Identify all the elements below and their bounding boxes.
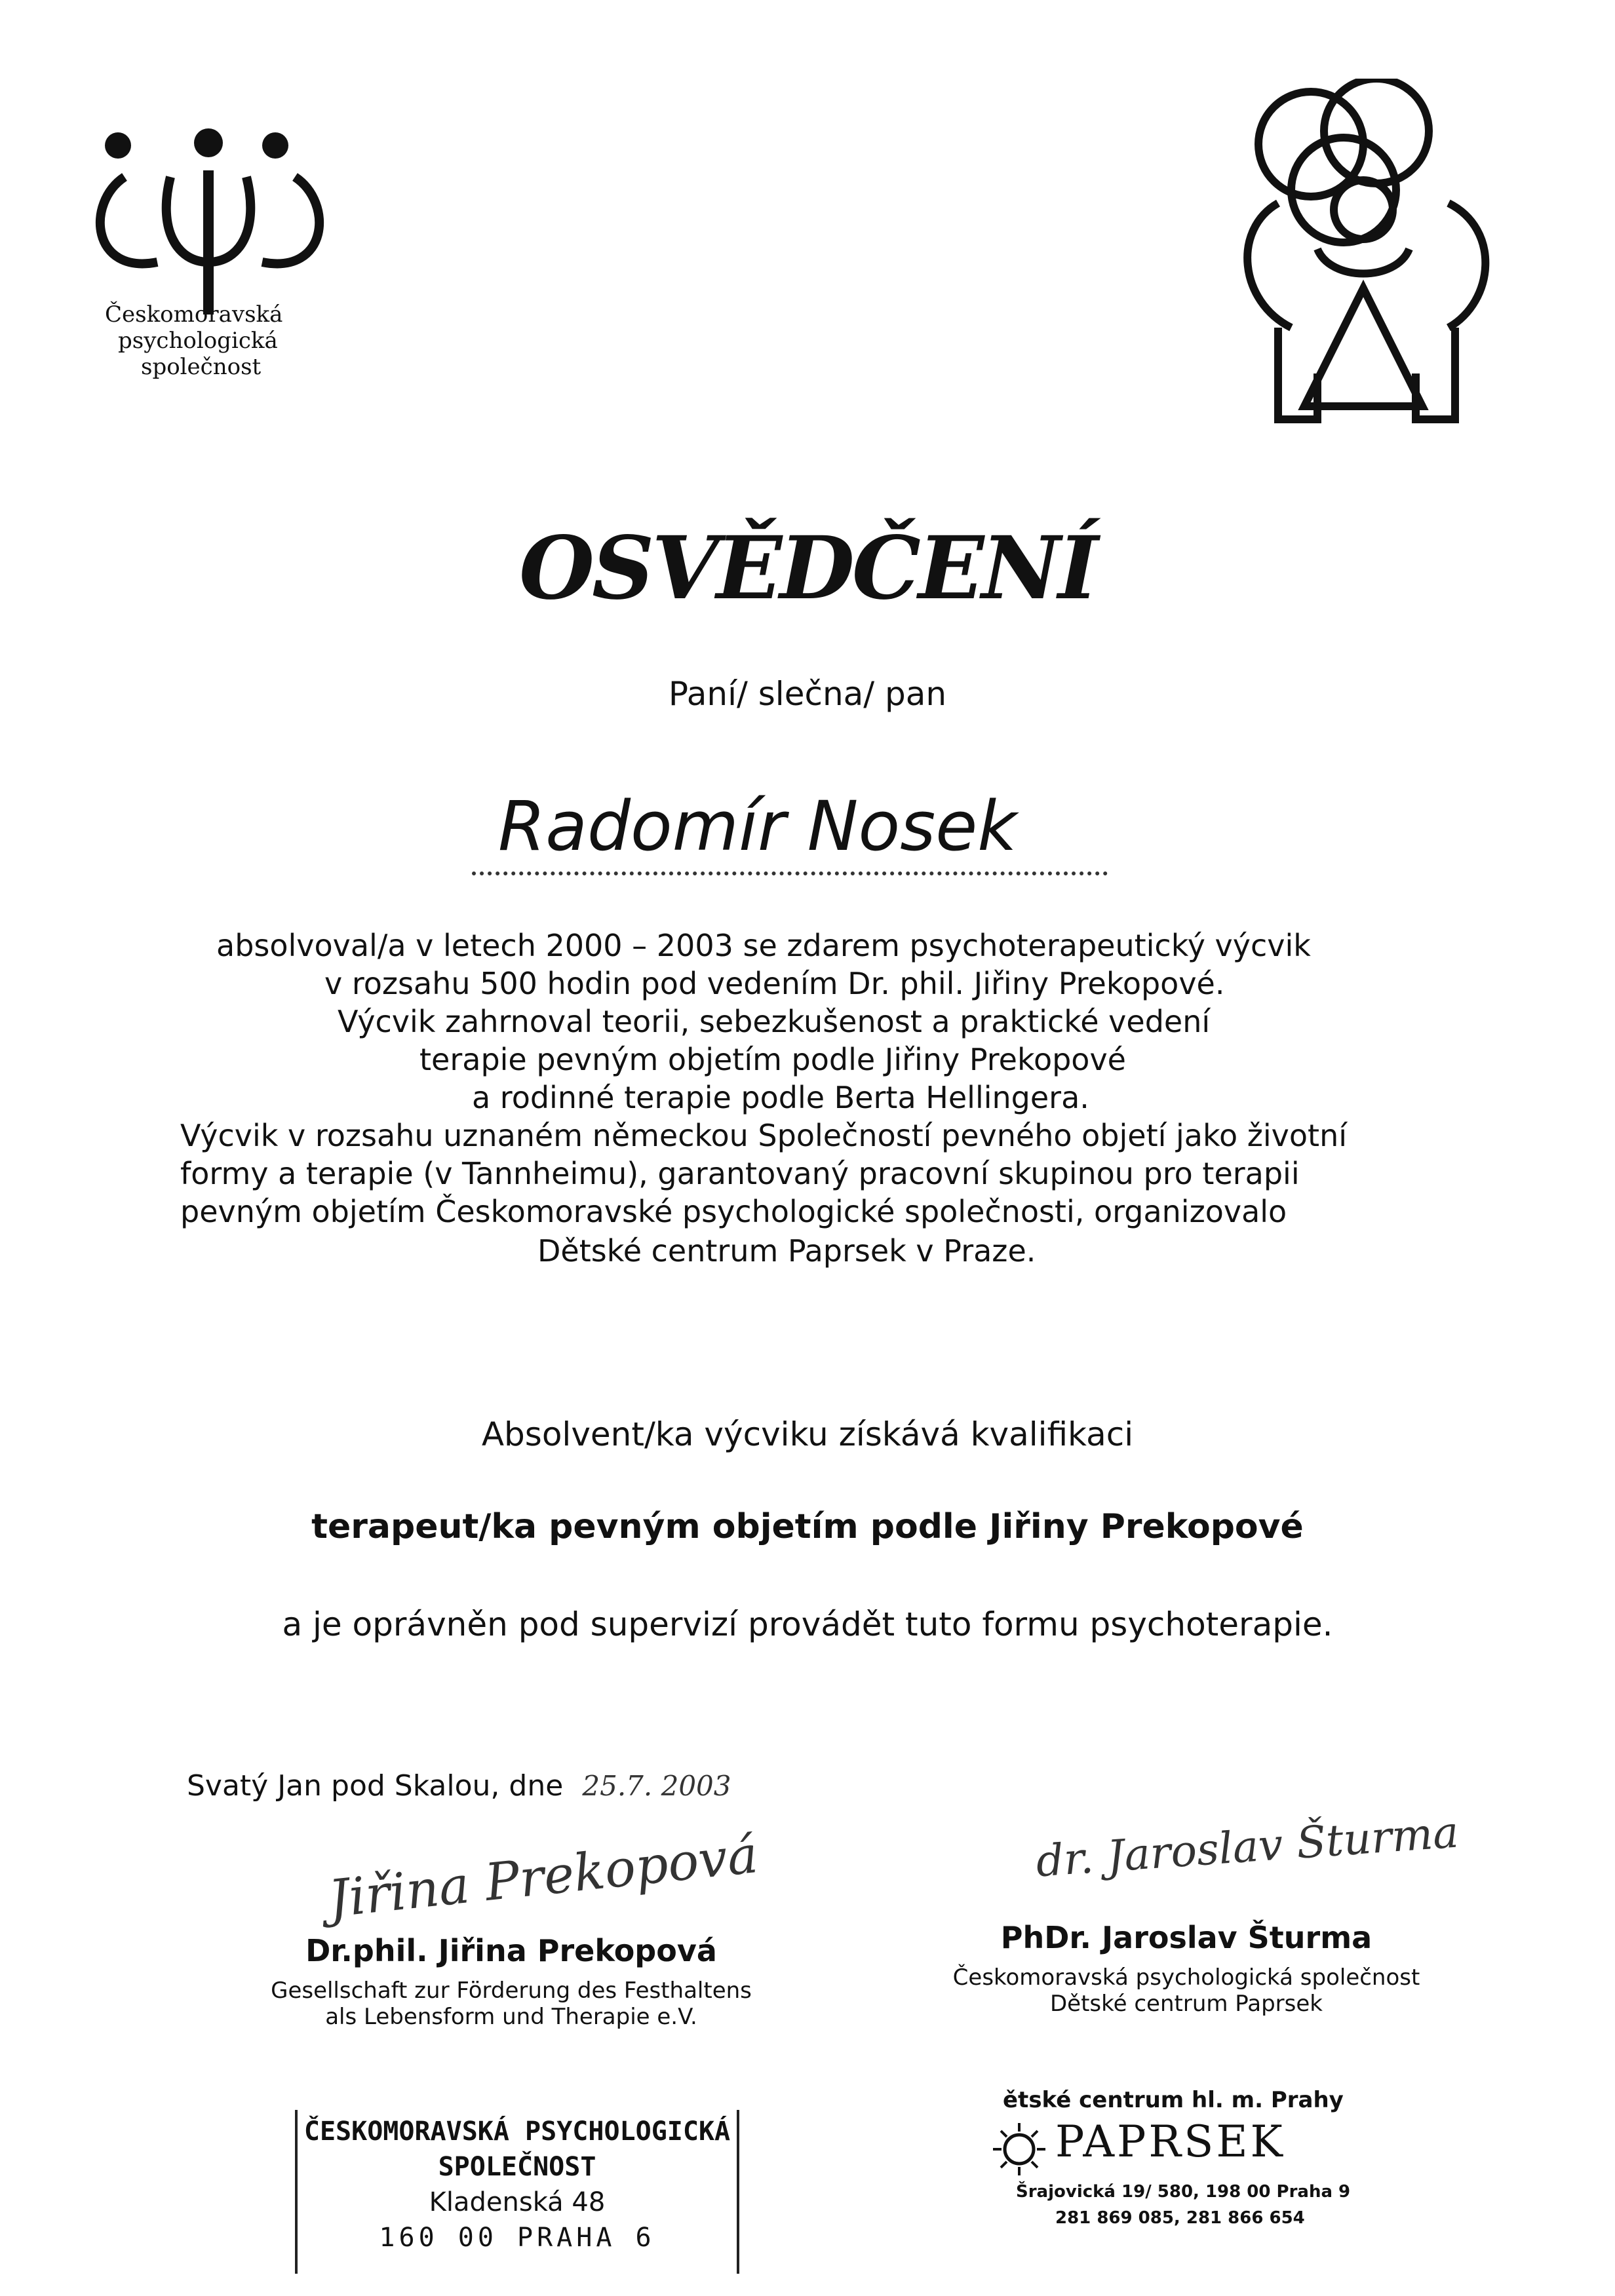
body-line: pevným objetím Českomoravské psychologické společnosti, organizovalo — [180, 1194, 1287, 1229]
signatory-right-name: PhDr. Jaroslav Šturma — [1000, 1920, 1372, 1955]
left-logo-line2: psychologická — [118, 328, 278, 354]
closing-statement: a je oprávněn pod supervizí provádět tuto formu psychoterapie. — [282, 1605, 1333, 1643]
signatory-right-org-1: Českomoravská psychologická společnost — [952, 1964, 1420, 1991]
signatory-left — [197, 1933, 826, 2030]
stamp-right-line3: Šrajovická 19/ 580, 198 00 Praha 9 — [1016, 2182, 1351, 2202]
signatory-left-org-1: Gesellschaft zur Förderung des Festhaltens — [271, 1978, 752, 2004]
body-line: absolvoval/a v letech 2000 – 2003 se zdarem psychoterapeutický výcvik — [216, 928, 1311, 963]
right-logo — [1232, 79, 1508, 432]
left-logo-line1: Českomoravská — [105, 301, 283, 328]
body-line: Výcvik zahrnoval teorii, sebezkušenost a praktické vedení — [338, 1004, 1211, 1039]
stamp-right-line1: ětské centrum hl. m. Prahy — [1003, 2087, 1344, 2113]
signatory-left-name: Dr.phil. Jiřina Prekopová — [305, 1933, 717, 1968]
signatory-right — [891, 1920, 1481, 2017]
stamp-right-line2: PAPRSEK — [1055, 2116, 1285, 2167]
body-line: Výcvik v rozsahu uznaném německou Společností pevného objetí jako životní — [180, 1118, 1348, 1153]
qualification-title: terapeut/ka pevným objetím podle Jiřiny Prekopové — [311, 1507, 1304, 1546]
signature-left: Jiřina Prekopová — [326, 1825, 761, 1930]
paprsek-sun-icon — [990, 2120, 1049, 2179]
left-logo-line3: společnost — [141, 354, 262, 380]
greeting-label: Paní/ slečna/ pan — [668, 675, 947, 713]
stamp-right — [990, 2087, 1396, 2257]
place-date — [187, 1769, 731, 1803]
body-line: formy a terapie (v Tannheimu), garantovaný pracovní skupinou pro terapii — [180, 1156, 1300, 1191]
signature-right: dr. Jaroslav Šturma — [1034, 1807, 1460, 1887]
body-line: a rodinné terapie podle Berta Hellingera. — [472, 1080, 1089, 1115]
stamp-left-line1: ČESKOMORAVSKÁ PSYCHOLOGICKÁ — [303, 2116, 731, 2147]
stamp-right-line4: 281 869 085, 281 866 654 — [1055, 2208, 1305, 2228]
stamp-left-line4: 160 00 PRAHA 6 — [379, 2223, 655, 2253]
recipient-dotted-line — [472, 871, 1108, 875]
stamp-left-line2: SPOLEČNOST — [438, 2152, 596, 2182]
handwritten-date: 25.7. 2003 — [582, 1770, 731, 1802]
family-rings-icon — [1232, 79, 1508, 432]
psi-symbol-icon — [79, 124, 341, 321]
signatory-left-org-2: als Lebensform und Therapie e.V. — [325, 2004, 697, 2030]
body-line: Dětské centrum Paprsek v Praze. — [537, 1233, 1036, 1269]
stamp-left — [295, 2110, 739, 2274]
recipient-field — [472, 773, 1108, 885]
document-title: OSVĚDČENÍ — [519, 518, 1096, 619]
left-logo — [79, 124, 341, 406]
place-label: Svatý Jan pod Skalou, dne — [187, 1769, 564, 1803]
recipient-name: Radomír Nosek — [498, 786, 1017, 866]
stamp-left-line3: Kladenská 48 — [429, 2187, 606, 2217]
qualification-intro: Absolvent/ka výcviku získává kvalifikaci — [481, 1415, 1134, 1453]
body-line: terapie pevným objetím podle Jiřiny Prekopové — [419, 1042, 1126, 1077]
body-line: v rozsahu 500 hodin pod vedením Dr. phil. Jiřiny Prekopové. — [324, 966, 1225, 1001]
signatory-right-org-2: Dětské centrum Paprsek — [1050, 1991, 1323, 2017]
